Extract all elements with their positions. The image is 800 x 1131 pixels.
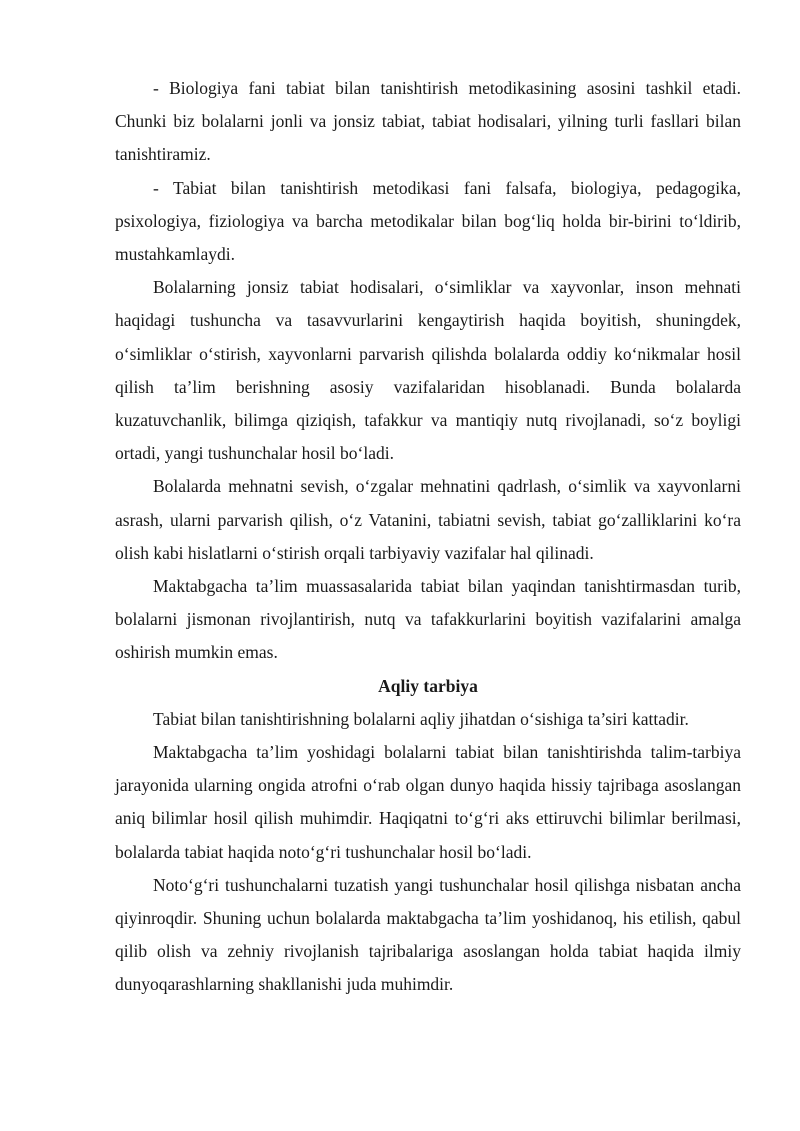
paragraph-correcting-misconceptions: Noto‘g‘ri tushunchalarni tuzatish yangi tushunchalar hosil qilishga nisbatan ancha qiyinroqdir. Shuning uchun bolalarda maktabgacha ta’lim yoshidanoq, his etilish, qabul qilib olish va zehniy rivojlanish tajribalariga asoslangan holda tabiat haqida ilmiy dunyoqarashlarning shakllanishi juda muhimdir.: [115, 874, 741, 995]
paragraph-biology-basis: - Biologiya fani tabiat bilan tanishtirish metodikasining asosini tashkil etadi. Chunki biz bolalarni jonli va jonsiz tabiat, tabiat hodisalari, yilning turli fasllari bilan tanishtiramiz.: [115, 78, 741, 165]
paragraph-preschool-institutions: Maktabgacha ta’lim muassasalarida tabiat bilan yaqindan tanishtirmasdan turib, bolalarni jismonan rivojlantirish, nutq va tafakkurlarini boyitish vazifalarini amalga oshirish mumkin emas.: [115, 576, 741, 663]
paragraph-methodology-links: - Tabiat bilan tanishtirish metodikasi fani falsafa, biologiya, pedagogika, psixologiya, fiziologiya va barcha metodikalar bilan bog‘liq holda bir-birini to‘ldirib, mustahkamlaydi.: [115, 177, 741, 265]
paragraph-mental-growth: Tabiat bilan tanishtirishning bolalarni aqliy jihatdan o‘sishiga ta’siri kattadir.: [153, 708, 689, 729]
paragraph-upbringing-tasks: Bolalarda mehnatni sevish, o‘zgalar mehnatini qadrlash, o‘simlik va xayvonlarni asrash, ularni parvarish qilish, o‘z Vatanini, tabiatni sevish, tabiat go‘zalliklarini ko‘ra olish kabi hislatlarni o‘stirish orqali tarbiyaviy vazifalar hal qilinadi.: [115, 476, 741, 563]
paragraph-accurate-knowledge: Maktabgacha ta’lim yoshidagi bolalarni tabiat bilan tanishtirishda talim-tarbiya jarayonida ularning ongida atrofni o‘rab olgan dunyo haqida hissiy tajribaga asoslangan aniq bilimlar hosil qilish muhimdir. Haqiqatni to‘g‘ri aks ettiruvchi bilimlar berilmasi, bolalarda tabiat haqida noto‘g‘ri tushunchalar hosil bo‘ladi.: [115, 742, 741, 862]
document-body: [115, 72, 741, 1002]
paragraph-educational-tasks: Bolalarning jonsiz tabiat hodisalari, o‘simliklar va xayvonlar, inson mehnati haqidagi tushuncha va tasavvurlarini kengaytirish haqida boyitish, shuningdek, o‘simliklar o‘stirish, xayvonlarni parvarish qilishda bolalarda oddiy ko‘nikmalar hosil qilish ta’lim berishning asosiy vazifalaridan hisoblanadi. Bunda bolalarda kuzatuvchanlik, bilimga qiziqish, tafakkur va mantiqiy nutq rivojlanadi, so‘z boyligi ortadi, yangi tushunchalar hosil bo‘ladi.: [115, 277, 741, 464]
section-heading: Aqliy tarbiya: [378, 675, 478, 696]
